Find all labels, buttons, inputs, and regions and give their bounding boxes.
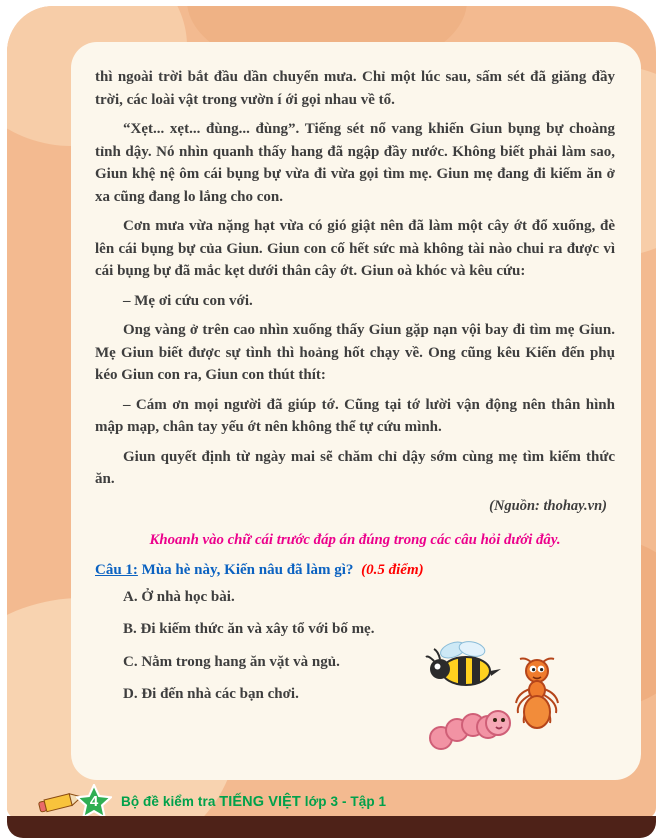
option-d: D. Đi đến nhà các bạn chơi. xyxy=(123,686,299,702)
ant-illustration xyxy=(511,654,563,732)
footer-title-prefix: Bộ đề kiểm tra xyxy=(121,794,216,809)
illustrations xyxy=(423,638,593,788)
story-paragraph: Giun quyết định từ ngày mai sẽ chăm chỉ dậy sớm cùng mẹ tìm kiếm thức ăn. xyxy=(95,448,615,487)
worm-illustration xyxy=(427,700,513,752)
content-card xyxy=(71,42,641,780)
option-c: C. Nằm trong hang ăn vặt và ngủ. xyxy=(123,653,340,670)
footer-title-suffix: lớp 3 - Tập 1 xyxy=(304,794,387,809)
question-label: Câu 1: xyxy=(95,561,138,578)
bottom-bar xyxy=(7,816,656,838)
story-section xyxy=(95,66,615,515)
question-line xyxy=(95,562,615,579)
footer xyxy=(38,784,386,820)
story-dialogue-line: – Mẹ ơi cứu con với. xyxy=(123,292,253,309)
bee-illustration xyxy=(423,638,503,692)
instruction-text: Khoanh vào chữ cái trước đáp án đúng trong các câu hỏi dưới đây. xyxy=(149,531,561,548)
option-a: A. Ở nhà học bài. xyxy=(123,588,235,605)
question-points: (0.5 điểm) xyxy=(361,561,424,578)
source-citation: (Nguồn: thohay.vn) xyxy=(489,497,607,514)
question-text: Mùa hè này, Kiến nâu đã làm gì? xyxy=(141,561,354,578)
story-paragraph: Ong vàng ở trên cao nhìn xuống thấy Giun gặp nạn vội bay đi tìm mẹ Giun. Mẹ Giun biết được sự tình thì hoảng hốt chạy về. Ong cũng kêu Kiến đến phụ kéo Giun con ra, Giun con thút thít: xyxy=(95,322,615,383)
story-paragraph: “Xẹt... xẹt... đùng... đùng”. Tiếng sét nổ vang khiến Giun bụng bự choàng tỉnh dậy. Nó nhìn quanh thấy hang đã ngập đầy nước. Không biết phải làm sao, Giun khệ nệ ôm cái bụng bự vừa đi vừa gọi tìm mẹ. Giun mẹ đang đi kiếm ăn ở xa cũng đang lo lắng cho con. xyxy=(95,121,615,205)
footer-title-highlight: TIẾNG VIỆT xyxy=(219,794,301,810)
option-b: B. Đi kiếm thức ăn và xây tổ với bố mẹ. xyxy=(123,621,375,637)
page-number: 4 xyxy=(89,792,99,810)
footer-title xyxy=(121,794,386,810)
story-paragraph: Cơn mưa vừa nặng hạt vừa có gió giật nên đã làm một cây ớt đổ xuống, đè lên cái bụng bự của Giun. Giun con cố hết sức mà không tài nào chui ra được vì cái bụng bự đã mắc kẹt dưới thân cây ớt. Giun oà khóc và kêu cứu: xyxy=(95,218,615,279)
story-paragraph: thì ngoài trời bắt đầu dần chuyển mưa. Chỉ một lúc sau, sấm sét đã giăng đầy trời, các loài vật trong vườn í ới gọi nhau về tổ. xyxy=(95,69,615,108)
page-number-star xyxy=(76,784,112,820)
story-dialogue-line: – Cám ơn mọi người đã giúp tớ. Cũng tại tớ lười vận động nên thân hình mập mạp, chân tay yếu ớt nên không thể tự cứu mình. xyxy=(95,396,615,435)
